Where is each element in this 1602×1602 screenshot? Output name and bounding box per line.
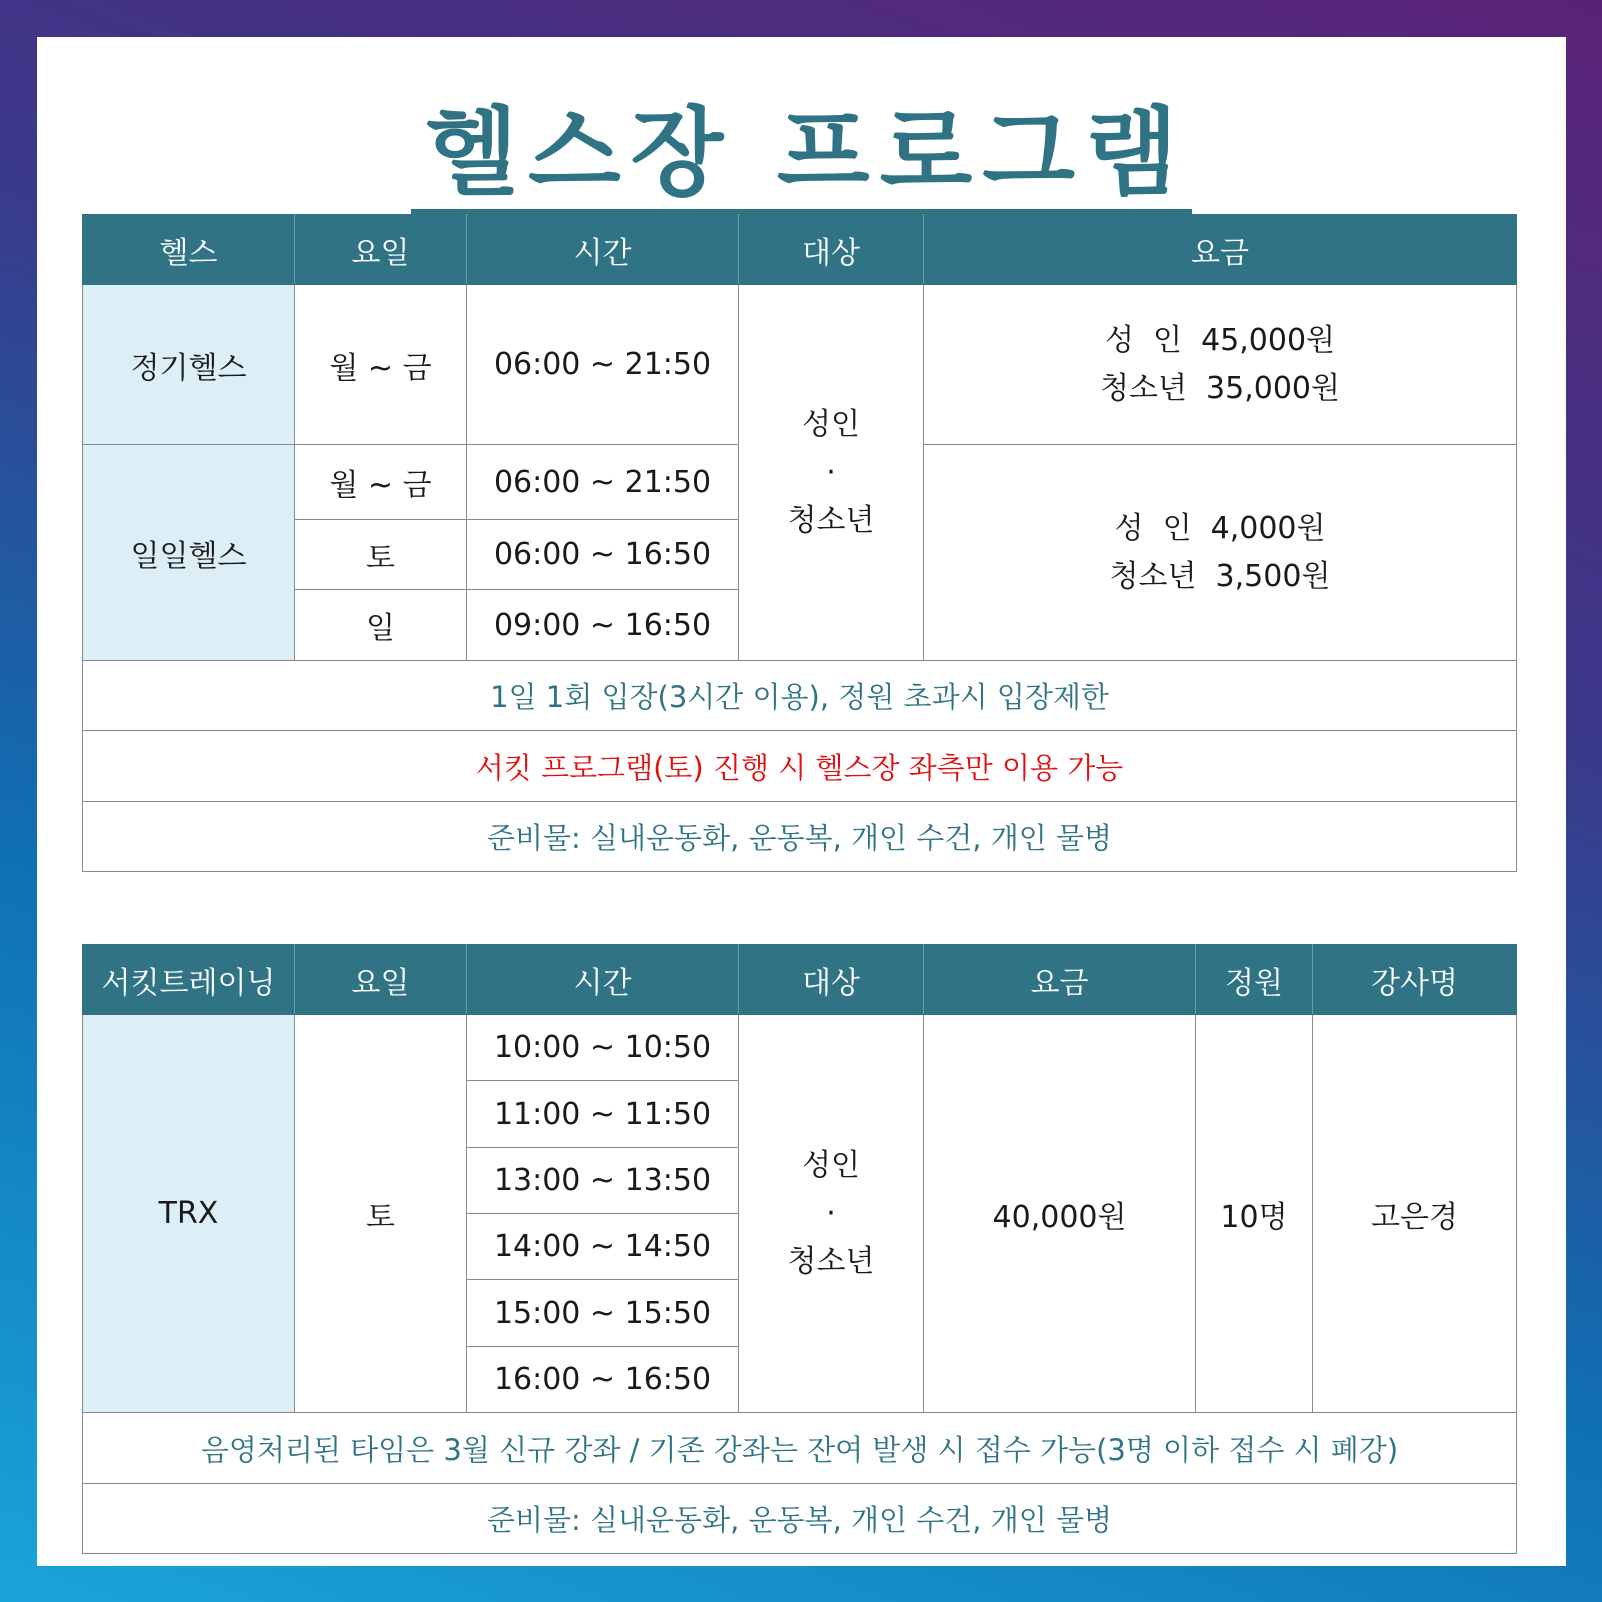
entry-note: 1일 1회 입장(3시간 이용), 정원 초과시 입장제한 (83, 661, 1517, 731)
target-dot: · (826, 1195, 836, 1231)
circuit-time-slot: 16:00 ~ 16:50 (467, 1347, 739, 1413)
daily-fee-adult: 성 인 4,000원 (1114, 510, 1326, 546)
circuit-instructor: 고은경 (1313, 1015, 1517, 1413)
table-row (83, 731, 1517, 802)
table-row (83, 1413, 1517, 1484)
header-target: 대상 (739, 215, 924, 285)
circuit-capacity: 10명 (1196, 1015, 1313, 1413)
header-day: 요일 (295, 215, 467, 285)
circuit-time-slot: 10:00 ~ 10:50 (467, 1015, 739, 1081)
page-title-wrap (37, 97, 1566, 214)
circuit-schedule-table (82, 944, 1517, 1554)
circuit-time-slot: 15:00 ~ 15:50 (467, 1280, 739, 1347)
header-target: 대상 (739, 945, 924, 1015)
daily-day-weekday: 월 ~ 금 (295, 445, 467, 520)
shaded-slot-note: 음영처리된 타임은 3월 신규 강좌 / 기존 강좌는 잔여 발생 시 접수 가능(3명 이하 접수 시 폐강) (83, 1413, 1517, 1484)
daily-gym-label: 일일헬스 (83, 445, 295, 661)
table-row (83, 285, 1517, 445)
gym-prep-note: 준비물: 실내운동화, 운동복, 개인 수건, 개인 물병 (83, 802, 1517, 872)
circuit-prep-note: 준비물: 실내운동화, 운동복, 개인 수건, 개인 물병 (83, 1484, 1517, 1554)
daily-time-sunday: 09:00 ~ 16:50 (467, 590, 739, 661)
circuit-day: 토 (295, 1015, 467, 1413)
circuit-warning-note: 서킷 프로그램(토) 진행 시 헬스장 좌측만 이용 가능 (83, 731, 1517, 802)
circuit-fee: 40,000원 (924, 1015, 1196, 1413)
header-gym: 헬스 (83, 215, 295, 285)
circuit-target-cell (739, 1015, 924, 1413)
header-circuit: 서킷트레이닝 (83, 945, 295, 1015)
regular-time: 06:00 ~ 21:50 (467, 285, 739, 445)
circuit-time-slot: 11:00 ~ 11:50 (467, 1081, 739, 1148)
target-adult: 성인 (802, 1147, 860, 1183)
program-panel (37, 37, 1566, 1566)
regular-gym-label: 정기헬스 (83, 285, 295, 445)
gym-header-row (83, 215, 1517, 285)
target-youth: 청소년 (787, 1243, 875, 1279)
daily-day-saturday: 토 (295, 520, 467, 590)
regular-fee-adult: 성 인 45,000원 (1104, 322, 1336, 358)
header-capacity: 정원 (1196, 945, 1313, 1015)
circuit-time-slot: 13:00 ~ 13:50 (467, 1148, 739, 1214)
header-fee: 요금 (924, 945, 1196, 1015)
daily-time-weekday: 06:00 ~ 21:50 (467, 445, 739, 520)
circuit-header-row (83, 945, 1517, 1015)
daily-day-sunday: 일 (295, 590, 467, 661)
circuit-program-label: TRX (83, 1015, 295, 1413)
regular-day: 월 ~ 금 (295, 285, 467, 445)
header-fee: 요금 (924, 215, 1517, 285)
target-youth: 청소년 (787, 502, 875, 538)
daily-time-saturday: 06:00 ~ 16:50 (467, 520, 739, 590)
table-row (83, 1015, 1517, 1081)
circuit-time-slot: 14:00 ~ 14:50 (467, 1214, 739, 1280)
table-row (83, 661, 1517, 731)
daily-fee-cell (924, 445, 1517, 661)
regular-fee-youth: 청소년 35,000원 (1100, 370, 1340, 406)
table-row (83, 1484, 1517, 1554)
daily-fee-youth: 청소년 3,500원 (1109, 558, 1331, 594)
page-title: 헬스장 프로그램 (411, 97, 1192, 214)
header-instructor: 강사명 (1313, 945, 1517, 1015)
gym-schedule-table (82, 214, 1517, 872)
regular-fee-cell (924, 285, 1517, 445)
header-time: 시간 (467, 945, 739, 1015)
target-dot: · (826, 454, 836, 490)
target-adult: 성인 (802, 406, 860, 442)
header-time: 시간 (467, 215, 739, 285)
table-row (83, 802, 1517, 872)
header-day: 요일 (295, 945, 467, 1015)
gym-target-cell (739, 285, 924, 661)
